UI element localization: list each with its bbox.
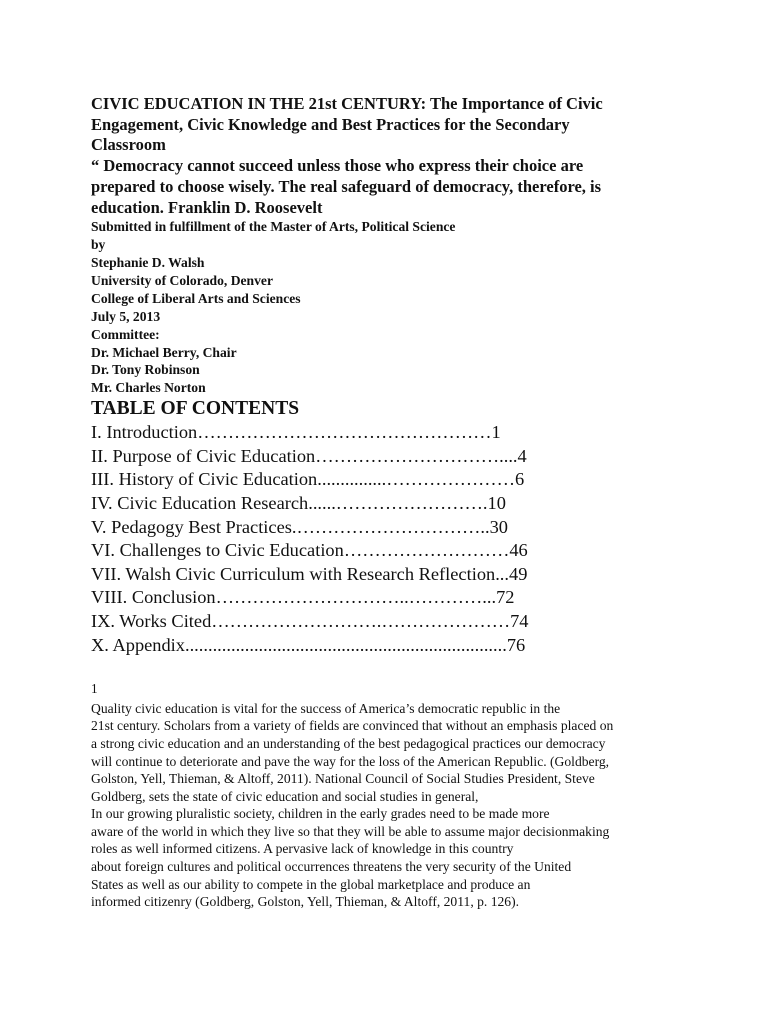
committee-member: Dr. Michael Berry, Chair — [91, 344, 237, 360]
epigraph-quote-line: prepared to choose wisely. The real safeguard of democracy, therefore, is — [91, 176, 602, 196]
thesis-title-line: Classroom — [91, 135, 166, 155]
thesis-title-line: Engagement, Civic Knowledge and Best Practices for the Secondary — [91, 114, 570, 134]
submission-date: July 5, 2013 — [91, 308, 161, 324]
body-text-line: In our growing pluralistic society, children in the early grades need to be made more — [91, 806, 550, 822]
body-text-line: a strong civic education and an understanding of the best pedagogical practices our democracy — [91, 735, 606, 751]
toc-entry: V. Pedagogy Best Practices.…………………………..30 — [91, 516, 508, 537]
college-name: College of Liberal Arts and Sciences — [91, 290, 301, 306]
body-text — [91, 700, 711, 911]
submission-info — [91, 218, 711, 397]
toc-entry: II. Purpose of Civic Education…………………………....4 — [91, 445, 527, 466]
toc-entry: III. History of Civic Education...............…………………6 — [91, 469, 525, 490]
toc-entry: I. Introduction…………………………………………1 — [91, 422, 501, 443]
body-text-line: States as well as our ability to compete in the global marketplace and produce an — [91, 876, 531, 892]
body-text-line: Quality civic education is vital for the success of America’s democratic republic in the — [91, 700, 561, 716]
author-name: Stephanie D. Walsh — [91, 255, 205, 271]
thesis-title-line: CIVIC EDUCATION IN THE 21st CENTURY: The Importance of Civic — [91, 94, 603, 113]
toc-entry: X. Appendix......................................................................76 — [91, 634, 526, 655]
toc-entry: VII. Walsh Civic Curriculum with Research Reflection...49 — [91, 563, 528, 584]
committee-member: Dr. Tony Robinson — [91, 362, 200, 378]
toc-entry: VI. Challenges to Civic Education………………………46 — [91, 540, 528, 561]
body-text-line: aware of the world in which they live so that they will be able to assume major decisionmaking — [91, 823, 610, 839]
body-text-line: roles as well informed citizens. A pervasive lack of knowledge in this country — [91, 841, 514, 857]
university-name: University of Colorado, Denver — [91, 272, 273, 288]
committee-member: Mr. Charles Norton — [91, 380, 206, 396]
by-label: by — [91, 237, 106, 253]
body-text-line: Goldberg, sets the state of civic education and social studies in general, — [91, 788, 479, 804]
page-number: 1 — [91, 681, 98, 697]
toc-entry: IV. Civic Education Research......…………………….10 — [91, 493, 506, 514]
document-page — [91, 94, 711, 911]
submission-statement: Submitted in fulfillment of the Master of Arts, Political Science — [91, 219, 456, 235]
body-text-line: Golston, Yell, Thieman, & Altoff, 2011). National Council of Social Studies President, Steve — [91, 771, 595, 787]
body-text-line: 21st century. Scholars from a variety of fields are convinced that without an emphasis placed on — [91, 718, 614, 734]
committee-label: Committee: — [91, 326, 160, 342]
toc-entry: IX. Works Cited……………………….…………………74 — [91, 611, 529, 632]
body-text-line: about foreign cultures and political occurrences threatens the very security of the United — [91, 859, 572, 875]
epigraph-quote-line: “ Democracy cannot succeed unless those who express their choice are — [91, 156, 584, 176]
body-text-line: will continue to deteriorate and pave the way for the loss of the American Republic. (Goldberg, — [91, 753, 610, 769]
toc-entry: VIII. Conclusion…………………………..…………...72 — [91, 587, 515, 608]
thesis-title-block — [91, 94, 711, 218]
epigraph-quote-line: education. Franklin D. Roosevelt — [91, 197, 323, 217]
toc-heading: TABLE OF CONTENTS — [91, 398, 300, 420]
table-of-contents — [91, 421, 711, 657]
body-text-line: informed citizenry (Goldberg, Golston, Yell, Thieman, & Altoff, 2011, p. 126). — [91, 894, 520, 910]
